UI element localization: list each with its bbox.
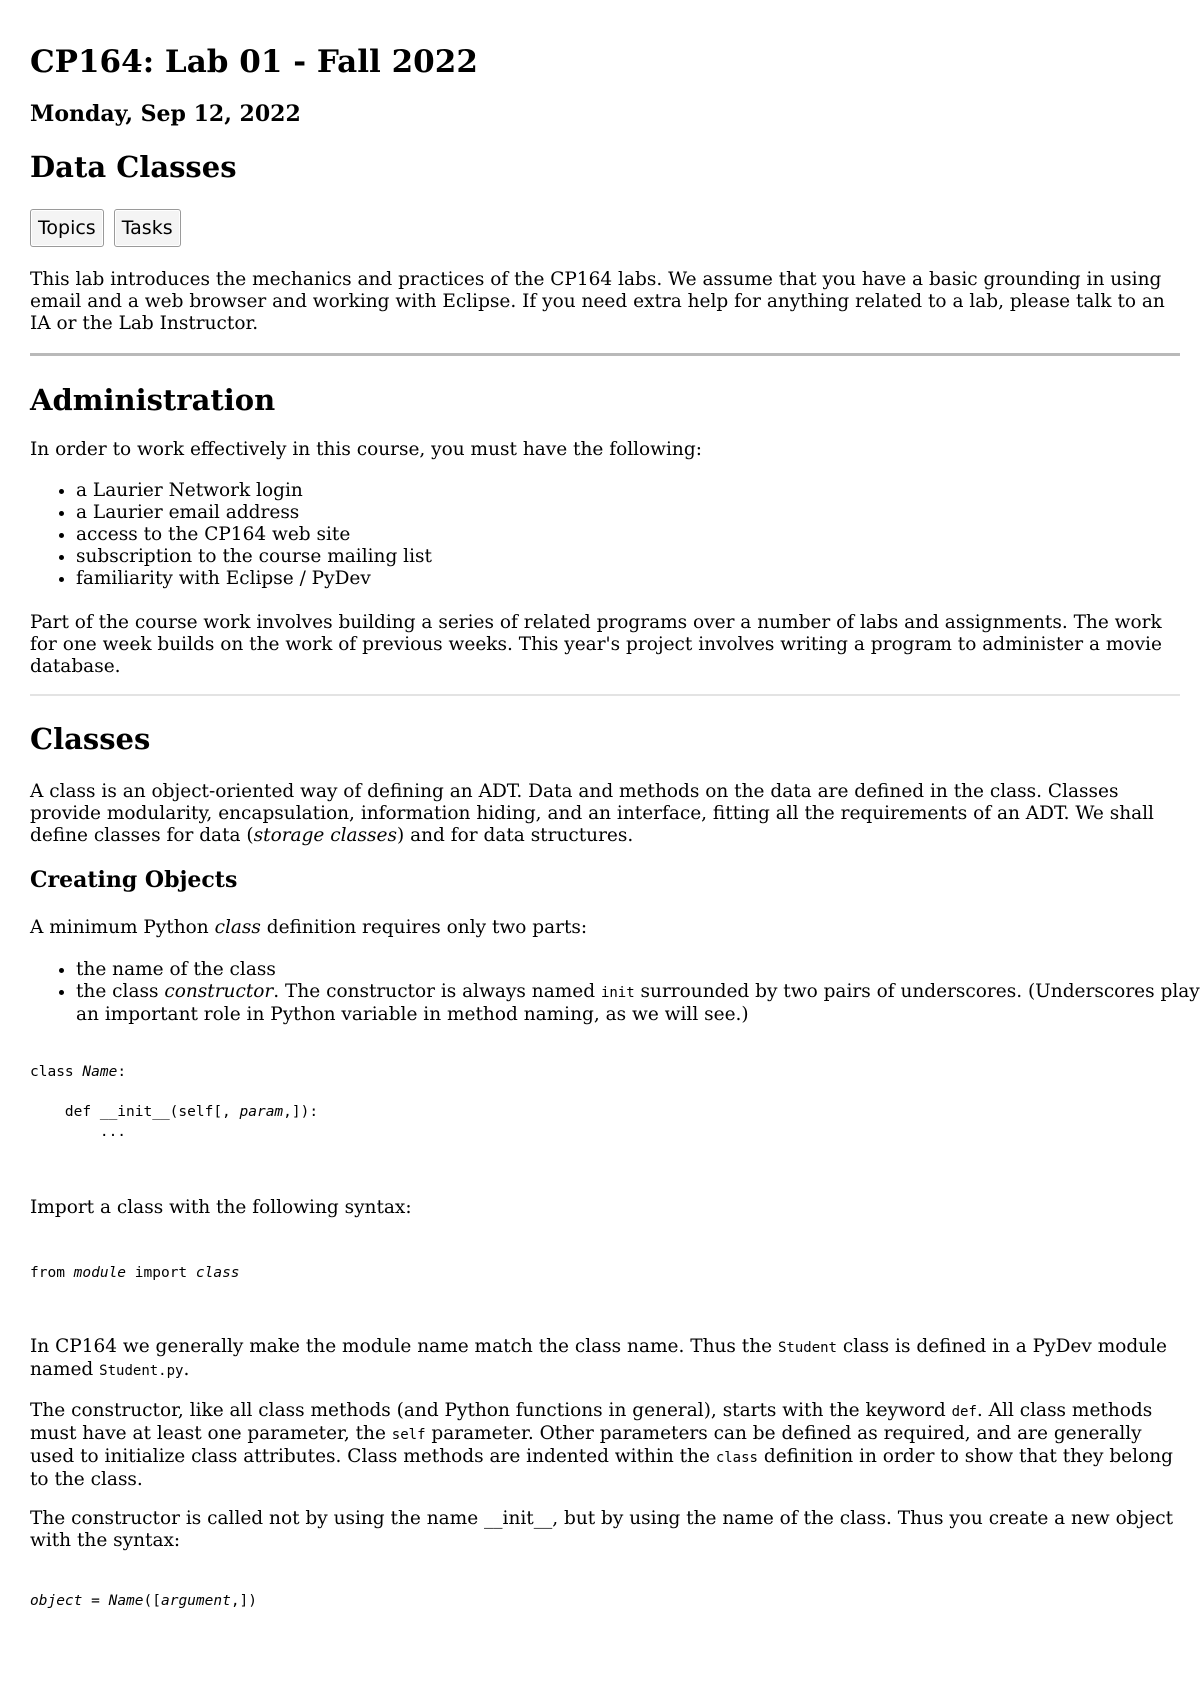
list-item: • access to the CP164 web site — [76, 524, 1200, 546]
import-paragraph: Import a class with the following syntax: — [30, 1197, 412, 1218]
list-item: • a Laurier Network login — [76, 480, 1200, 502]
list-item: • the class constructor. The constructor is always named init surrounded by two pairs of underscores. (Underscores play an important role in Python variable in method naming, as we will see.) — [76, 981, 1200, 1026]
list-item: • the name of the class — [76, 959, 1200, 981]
classes-paragraph: A class is an object-oriented way of defining an ADT. Data and methods on the data are defined in the class. Classes provide modularity, encapsulation, information hiding, and an interface, fitting all the requirements of an ADT. We shall define classes for data (storage classes) and for data structures. — [30, 781, 1154, 846]
constructor-call-paragraph: The constructor is called not by using the name __init__, but by using the name of the class. Thus you create a new object with the syntax: — [30, 1508, 1174, 1551]
divider — [30, 694, 1180, 696]
intro-paragraph: This lab introduces the mechanics and practices of the CP164 labs. We assume that you have a basic grounding in using email and a web browser and working with Eclipse. If you need extra help for anything related to a lab, please talk to an IA or the Lab Instructor. — [30, 269, 1165, 334]
divider — [30, 353, 1180, 356]
tab-tasks[interactable]: Tasks — [114, 209, 181, 247]
requirements-list — [30, 480, 1200, 590]
administration-heading: Administration — [30, 383, 276, 417]
tab-topics[interactable]: Topics — [30, 209, 104, 247]
code-block-class: class Name: def __init__(self[, param,]): ... — [30, 1064, 319, 1140]
constructor-paragraph: The constructor, like all class methods (and Python functions in general), starts with the keyword def. All class methods must have at least one parameter, the self parameter. Other parameters can be defined as required, and are generally used to initialize class attributes. Class methods are indented within the class definition in order to show that they belong to the class. — [30, 1400, 1173, 1490]
tab-bar — [30, 209, 181, 247]
list-item: • subscription to the course mailing list — [76, 546, 1200, 568]
lab-date: Monday, Sep 12, 2022 — [30, 101, 301, 127]
class-parts-list — [30, 959, 1200, 1026]
section-title: Data Classes — [30, 150, 237, 184]
module-paragraph: In CP164 we generally make the module name match the class name. Thus the Student class is defined in a PyDev module named Student.py. — [30, 1336, 1168, 1380]
administration-closing: Part of the course work involves building a series of related programs over a number of labs and assignments. The work for one week builds on the work of previous weeks. This year's project involves writing a program to administer a movie database. — [30, 612, 1162, 677]
administration-lead: In order to work effectively in this course, you must have the following: — [30, 439, 702, 460]
page-title: CP164: Lab 01 - Fall 2022 — [30, 44, 478, 80]
list-item: • familiarity with Eclipse / PyDev — [76, 568, 1200, 590]
code-block-import: from module import class — [30, 1265, 240, 1281]
list-item: • a Laurier email address — [76, 502, 1200, 524]
creating-objects-heading: Creating Objects — [30, 867, 238, 893]
class-definition-paragraph: A minimum Python class definition requires only two parts: — [30, 917, 588, 938]
classes-heading: Classes — [30, 722, 151, 756]
code-block-object: object = Name([argument,]) — [30, 1593, 258, 1609]
